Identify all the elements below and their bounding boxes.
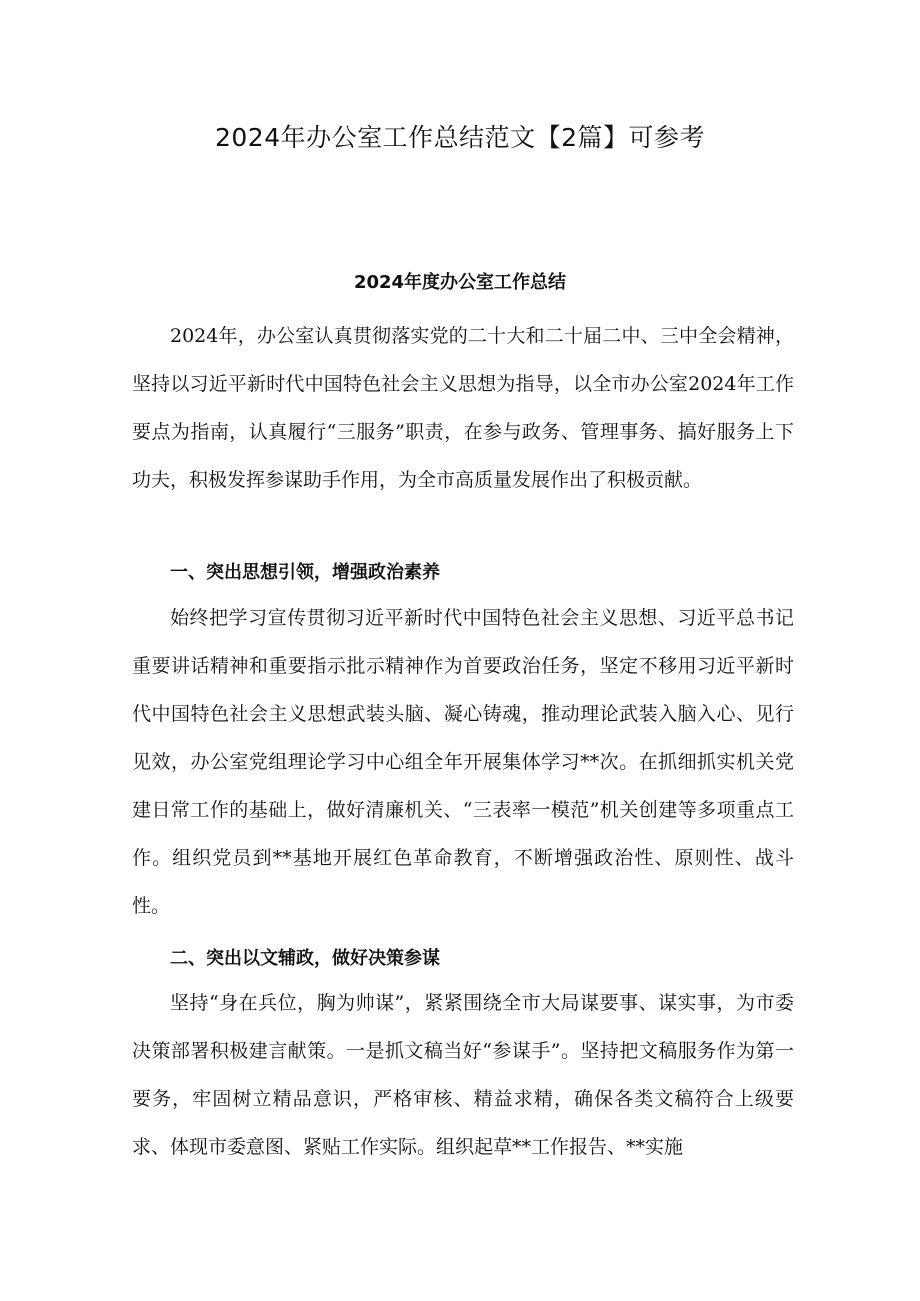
document-title: 2024年办公室工作总结范文【2篇】可参考 <box>214 123 706 152</box>
section-title: 2024年度办公室工作总结 <box>353 272 567 293</box>
heading-two: 二、突出以文辅政，做好决策参谋 <box>170 948 440 969</box>
paragraph-two: 坚持“身在兵位，胸为帅谋”，紧紧围绕全市大局谋要事、谋实事，为市委决策部署积极建言献策。一是抓文稿当好“参谋手”。坚持把文稿服务作为第一要务，牢固树立精品意识，严格审核、精益求精，确保各类文稿符合上级要求、体现市委意图、紧贴工作实际。组织起草**工作报告、**实施 <box>132 992 794 1158</box>
paragraph-one: 始终把学习宣传贯彻习近平新时代中国特色社会主义思想、习近平总书记重要讲话精神和重要指示批示精神作为首要政治任务，坚定不移用习近平新时代中国特色社会主义思想武装头脑、凝心铸魂，推动理论武装入脑入心、见行见效，办公室党组理论学习中心组全年开展集体学习**次。在抓细抓实机关党建日常工作的基础上，做好清廉机关、“三表率一模范”机关创建等多项重点工作。组织党员到**基地开展红色革命教育，不断增强政治性、原则性、战斗性。 <box>132 607 794 917</box>
heading-one: 一、突出思想引领，增强政治素养 <box>170 562 440 583</box>
intro-paragraph: 2024年，办公室认真贯彻落实党的二十大和二十届二中、三中全会精神，坚持以习近平新时代中国特色社会主义思想为指导，以全市办公室2024年工作要点为指南，认真履行“三服务”职责，在参与政务、管理事务、搞好服务上下功夫，积极发挥参谋助手作用，为全市高质量发展作出了积极贡献。 <box>132 325 794 491</box>
